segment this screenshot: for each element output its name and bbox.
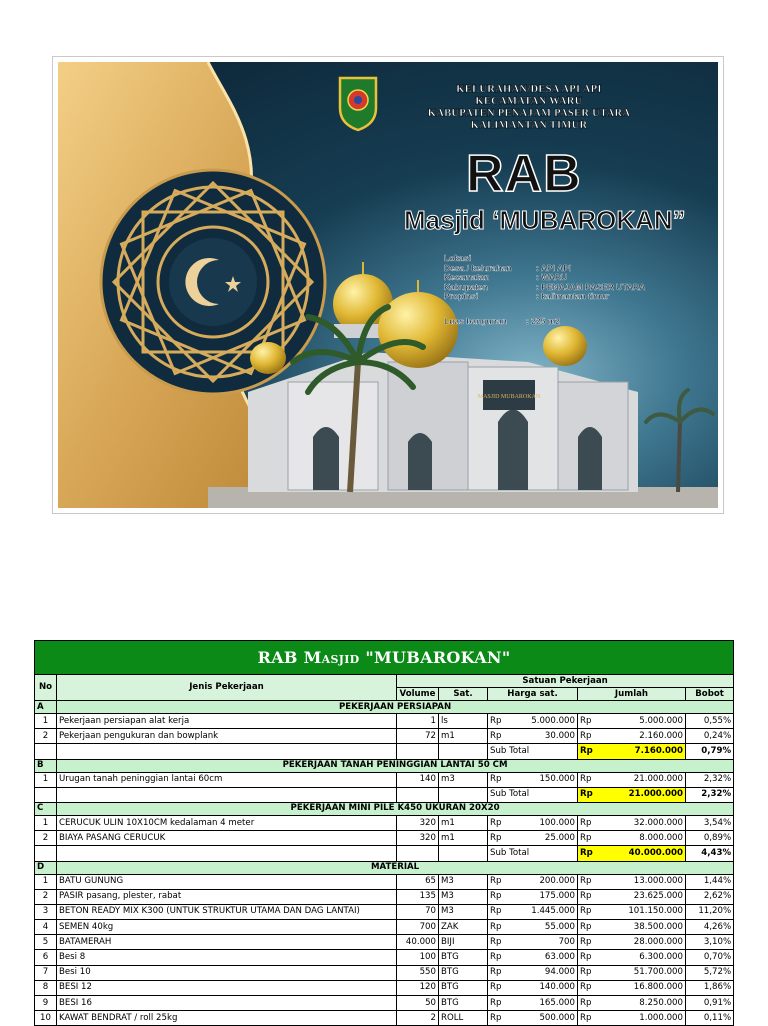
subtotal-row (35, 846, 734, 861)
header-harga-sat: Harga sat. (488, 688, 578, 701)
item-volume: 135 (397, 889, 439, 904)
item-currency: Rp (578, 935, 602, 950)
header-no: No (35, 675, 57, 701)
item-description: Besi 10 (57, 965, 397, 980)
item-currency: Rp (578, 729, 602, 744)
table-title: RAB Masjid "MUBAROKAN" (35, 641, 734, 675)
item-unit-price: 63.000 (512, 950, 578, 965)
item-volume: 700 (397, 920, 439, 935)
item-weight: 0,70% (686, 950, 734, 965)
section-header-row (35, 759, 734, 772)
section-name: PEKERJAAN PERSIAPAN (57, 701, 734, 714)
item-currency: Rp (488, 874, 512, 889)
item-no: 1 (35, 772, 57, 787)
item-description: Pekerjaan pengukuran dan bowplank (57, 729, 397, 744)
item-description: CERUCUK ULIN 10X10CM kedalaman 4 meter (57, 815, 397, 830)
cover-image (58, 62, 718, 508)
item-weight: 2,62% (686, 889, 734, 904)
item-currency: Rp (578, 980, 602, 995)
table-row (35, 996, 734, 1011)
item-currency: Rp (578, 950, 602, 965)
item-no: 10 (35, 1011, 57, 1026)
item-no: 1 (35, 874, 57, 889)
section-code: D (35, 861, 57, 874)
item-unit: m1 (439, 729, 488, 744)
subtotal-spacer (35, 846, 57, 861)
section-header-row (35, 701, 734, 714)
item-weight: 0,55% (686, 714, 734, 729)
item-amount: 38.500.000 (602, 920, 686, 935)
item-amount: 8.000.000 (602, 831, 686, 846)
subtotal-currency: Rp (578, 846, 602, 861)
item-weight: 0,24% (686, 729, 734, 744)
table-title-row (35, 641, 734, 675)
item-unit: BTG (439, 950, 488, 965)
subtotal-spacer (57, 846, 397, 861)
item-weight: 3,10% (686, 935, 734, 950)
org-line-province: KALIMANTAN TIMUR (470, 120, 588, 131)
item-weight: 0,89% (686, 831, 734, 846)
item-unit-price: 1.445.000 (512, 904, 578, 919)
section-name: MATERIAL (57, 861, 734, 874)
location-key: Kabupaten (444, 281, 488, 292)
area-key: Luas bangunan (444, 316, 507, 326)
table-row (35, 904, 734, 919)
table-row (35, 874, 734, 889)
table-row (35, 965, 734, 980)
item-unit: ZAK (439, 920, 488, 935)
item-unit: m1 (439, 815, 488, 830)
item-description: BIAYA PASANG CERUCUK (57, 831, 397, 846)
table-row (35, 714, 734, 729)
item-no: 9 (35, 996, 57, 1011)
location-key: Kecamatan (444, 272, 490, 282)
item-volume: 320 (397, 831, 439, 846)
item-amount: 23.625.000 (602, 889, 686, 904)
item-amount: 5.000.000 (602, 714, 686, 729)
header-satuan-pekerjaan: Satuan Pekerjaan (397, 675, 734, 688)
item-unit-price: 5.000.000 (512, 714, 578, 729)
item-currency: Rp (578, 874, 602, 889)
item-weight: 1,44% (686, 874, 734, 889)
item-volume: 70 (397, 904, 439, 919)
subtotal-label: Sub Total (488, 846, 578, 861)
item-amount: 2.160.000 (602, 729, 686, 744)
item-description: SEMEN 40kg (57, 920, 397, 935)
item-currency: Rp (578, 831, 602, 846)
subtotal-weight: 2,32% (686, 787, 734, 802)
item-weight: 4,26% (686, 920, 734, 935)
item-no: 1 (35, 815, 57, 830)
location-value: : WARU (536, 272, 568, 282)
item-amount: 32.000.000 (602, 815, 686, 830)
item-currency: Rp (578, 920, 602, 935)
item-volume: 65 (397, 874, 439, 889)
item-currency: Rp (488, 904, 512, 919)
subtotal-spacer (57, 787, 397, 802)
section-code: C (35, 802, 57, 815)
cover-subtitle: Masjid ‘MUBAROKAN” (404, 205, 686, 235)
subtotal-currency: Rp (578, 744, 602, 759)
item-currency: Rp (578, 714, 602, 729)
item-weight: 1,86% (686, 980, 734, 995)
item-amount: 28.000.000 (602, 935, 686, 950)
item-currency: Rp (578, 996, 602, 1011)
item-description: BATU GUNUNG (57, 874, 397, 889)
item-currency: Rp (578, 965, 602, 980)
item-volume: 2 (397, 1011, 439, 1026)
item-unit-price: 150.000 (512, 772, 578, 787)
item-no: 5 (35, 935, 57, 950)
item-weight: 2,32% (686, 772, 734, 787)
item-description: Urugan tanah peninggian lantai 60cm (57, 772, 397, 787)
item-unit: m1 (439, 831, 488, 846)
subtotal-weight: 0,79% (686, 744, 734, 759)
item-no: 6 (35, 950, 57, 965)
location-key: Propinsi (444, 291, 479, 301)
item-unit-price: 25.000 (512, 831, 578, 846)
subtotal-spacer (439, 787, 488, 802)
item-unit: BTG (439, 965, 488, 980)
building-area (444, 316, 560, 326)
item-no: 2 (35, 729, 57, 744)
subtotal-amount: 40.000.000 (602, 846, 686, 861)
subtotal-amount: 7.160.000 (602, 744, 686, 759)
item-unit-price: 140.000 (512, 980, 578, 995)
subtotal-spacer (439, 744, 488, 759)
item-currency: Rp (488, 965, 512, 980)
table-row (35, 980, 734, 995)
location-key: Desa / kelurahan (444, 262, 512, 273)
area-value: : 225 m2 (526, 316, 561, 326)
header-bobot: Bobot (686, 688, 734, 701)
item-no: 8 (35, 980, 57, 995)
subtotal-spacer (397, 846, 439, 861)
section-header-row (35, 861, 734, 874)
item-description: Besi 8 (57, 950, 397, 965)
subtotal-weight: 4,43% (686, 846, 734, 861)
item-amount: 16.800.000 (602, 980, 686, 995)
item-amount: 13.000.000 (602, 874, 686, 889)
item-amount: 6.300.000 (602, 950, 686, 965)
item-amount: 8.250.000 (602, 996, 686, 1011)
item-unit: M3 (439, 874, 488, 889)
table-row (35, 950, 734, 965)
item-currency: Rp (488, 996, 512, 1011)
subtotal-spacer (57, 744, 397, 759)
item-volume: 550 (397, 965, 439, 980)
section-code: B (35, 759, 57, 772)
item-currency: Rp (488, 935, 512, 950)
item-unit-price: 100.000 (512, 815, 578, 830)
item-unit: BTG (439, 996, 488, 1011)
item-description: BETON READY MIX K300 (UNTUK STRUKTUR UTAMA DAN DAG LANTAI) (57, 904, 397, 919)
item-unit: m3 (439, 772, 488, 787)
item-description: BATAMERAH (57, 935, 397, 950)
cover-page-frame (52, 56, 724, 514)
location-value: : kalimantan timur (536, 291, 610, 301)
table-row (35, 889, 734, 904)
item-currency: Rp (488, 729, 512, 744)
item-no: 2 (35, 831, 57, 846)
mosque-sign: MASJID MUBAROKAN (477, 394, 541, 400)
section-name: PEKERJAAN MINI PILE K450 UKURAN 20X20 (57, 802, 734, 815)
item-weight: 0,11% (686, 1011, 734, 1026)
item-weight: 3,54% (686, 815, 734, 830)
organization-header (398, 84, 660, 132)
item-volume: 40.000 (397, 935, 439, 950)
item-currency: Rp (488, 950, 512, 965)
item-no: 1 (35, 714, 57, 729)
header-sat: Sat. (439, 688, 488, 701)
subtotal-spacer (35, 744, 57, 759)
item-unit-price: 165.000 (512, 996, 578, 1011)
item-description: KAWAT BENDRAT / roll 25kg (57, 1011, 397, 1026)
rab-table (34, 640, 734, 1026)
cover-title: RAB (466, 145, 582, 203)
item-description: BESI 12 (57, 980, 397, 995)
item-unit-price: 700 (512, 935, 578, 950)
table-row (35, 831, 734, 846)
subtotal-currency: Rp (578, 787, 602, 802)
location-value: : PENAJAM PASER UTARA (536, 281, 646, 292)
item-no: 4 (35, 920, 57, 935)
item-volume: 72 (397, 729, 439, 744)
item-unit-price: 30.000 (512, 729, 578, 744)
table-body (35, 701, 734, 1026)
item-unit-price: 55.000 (512, 920, 578, 935)
item-unit: ROLL (439, 1011, 488, 1026)
item-currency: Rp (488, 980, 512, 995)
item-description: PASIR pasang, plester, rabat (57, 889, 397, 904)
regency-emblem-icon (336, 74, 380, 132)
location-value: : API API (536, 262, 572, 273)
location-row (444, 292, 645, 302)
item-unit: ls (439, 714, 488, 729)
item-unit: BTG (439, 980, 488, 995)
item-volume: 140 (397, 772, 439, 787)
header-row (35, 675, 734, 688)
item-unit-price: 94.000 (512, 965, 578, 980)
location-info (444, 254, 645, 302)
header-volume: Volume (397, 688, 439, 701)
item-no: 2 (35, 889, 57, 904)
subtotal-row (35, 744, 734, 759)
subtotal-spacer (439, 846, 488, 861)
section-code: A (35, 701, 57, 714)
item-weight: 11,20% (686, 904, 734, 919)
table-row (35, 729, 734, 744)
table-row (35, 772, 734, 787)
item-currency: Rp (488, 1011, 512, 1026)
item-description: Pekerjaan persiapan alat kerja (57, 714, 397, 729)
subtotal-spacer (397, 787, 439, 802)
item-currency: Rp (578, 889, 602, 904)
item-volume: 100 (397, 950, 439, 965)
item-weight: 0,91% (686, 996, 734, 1011)
item-weight: 5,72% (686, 965, 734, 980)
item-unit-price: 200.000 (512, 874, 578, 889)
item-volume: 1 (397, 714, 439, 729)
item-unit: M3 (439, 904, 488, 919)
item-unit: BIJI (439, 935, 488, 950)
org-line-regency: KABUPATEN PENAJAM PASER UTARA (427, 108, 631, 119)
item-currency: Rp (488, 889, 512, 904)
item-currency: Rp (488, 815, 512, 830)
subtotal-label: Sub Total (488, 787, 578, 802)
item-volume: 50 (397, 996, 439, 1011)
item-currency: Rp (578, 904, 602, 919)
item-amount: 21.000.000 (602, 772, 686, 787)
table-row (35, 815, 734, 830)
subtotal-spacer (35, 787, 57, 802)
item-amount: 101.150.000 (602, 904, 686, 919)
item-currency: Rp (488, 772, 512, 787)
item-currency: Rp (578, 815, 602, 830)
item-no: 7 (35, 965, 57, 980)
item-unit: M3 (439, 889, 488, 904)
item-no: 3 (35, 904, 57, 919)
item-currency: Rp (488, 831, 512, 846)
item-volume: 120 (397, 980, 439, 995)
table-row (35, 935, 734, 950)
item-currency: Rp (488, 714, 512, 729)
item-unit-price: 500.000 (512, 1011, 578, 1026)
org-line-village: KELURAHAN/DESA API API (456, 84, 602, 95)
header-jumlah: Jumlah (578, 688, 686, 701)
subtotal-label: Sub Total (488, 744, 578, 759)
item-amount: 1.000.000 (602, 1011, 686, 1026)
item-volume: 320 (397, 815, 439, 830)
section-header-row (35, 802, 734, 815)
item-currency: Rp (578, 1011, 602, 1026)
location-heading: Lokasi (444, 253, 471, 263)
section-name: PEKERJAAN TANAH PENINGGIAN LANTAI 50 CM (57, 759, 734, 772)
item-currency: Rp (578, 772, 602, 787)
item-currency: Rp (488, 920, 512, 935)
table-row (35, 920, 734, 935)
item-description: BESI 16 (57, 996, 397, 1011)
header-jenis: Jenis Pekerjaan (57, 675, 397, 701)
item-unit-price: 175.000 (512, 889, 578, 904)
subtotal-spacer (397, 744, 439, 759)
item-amount: 51.700.000 (602, 965, 686, 980)
org-line-district: KECAMATAN WARU (475, 96, 583, 107)
subtotal-row (35, 787, 734, 802)
subtotal-amount: 21.000.000 (602, 787, 686, 802)
